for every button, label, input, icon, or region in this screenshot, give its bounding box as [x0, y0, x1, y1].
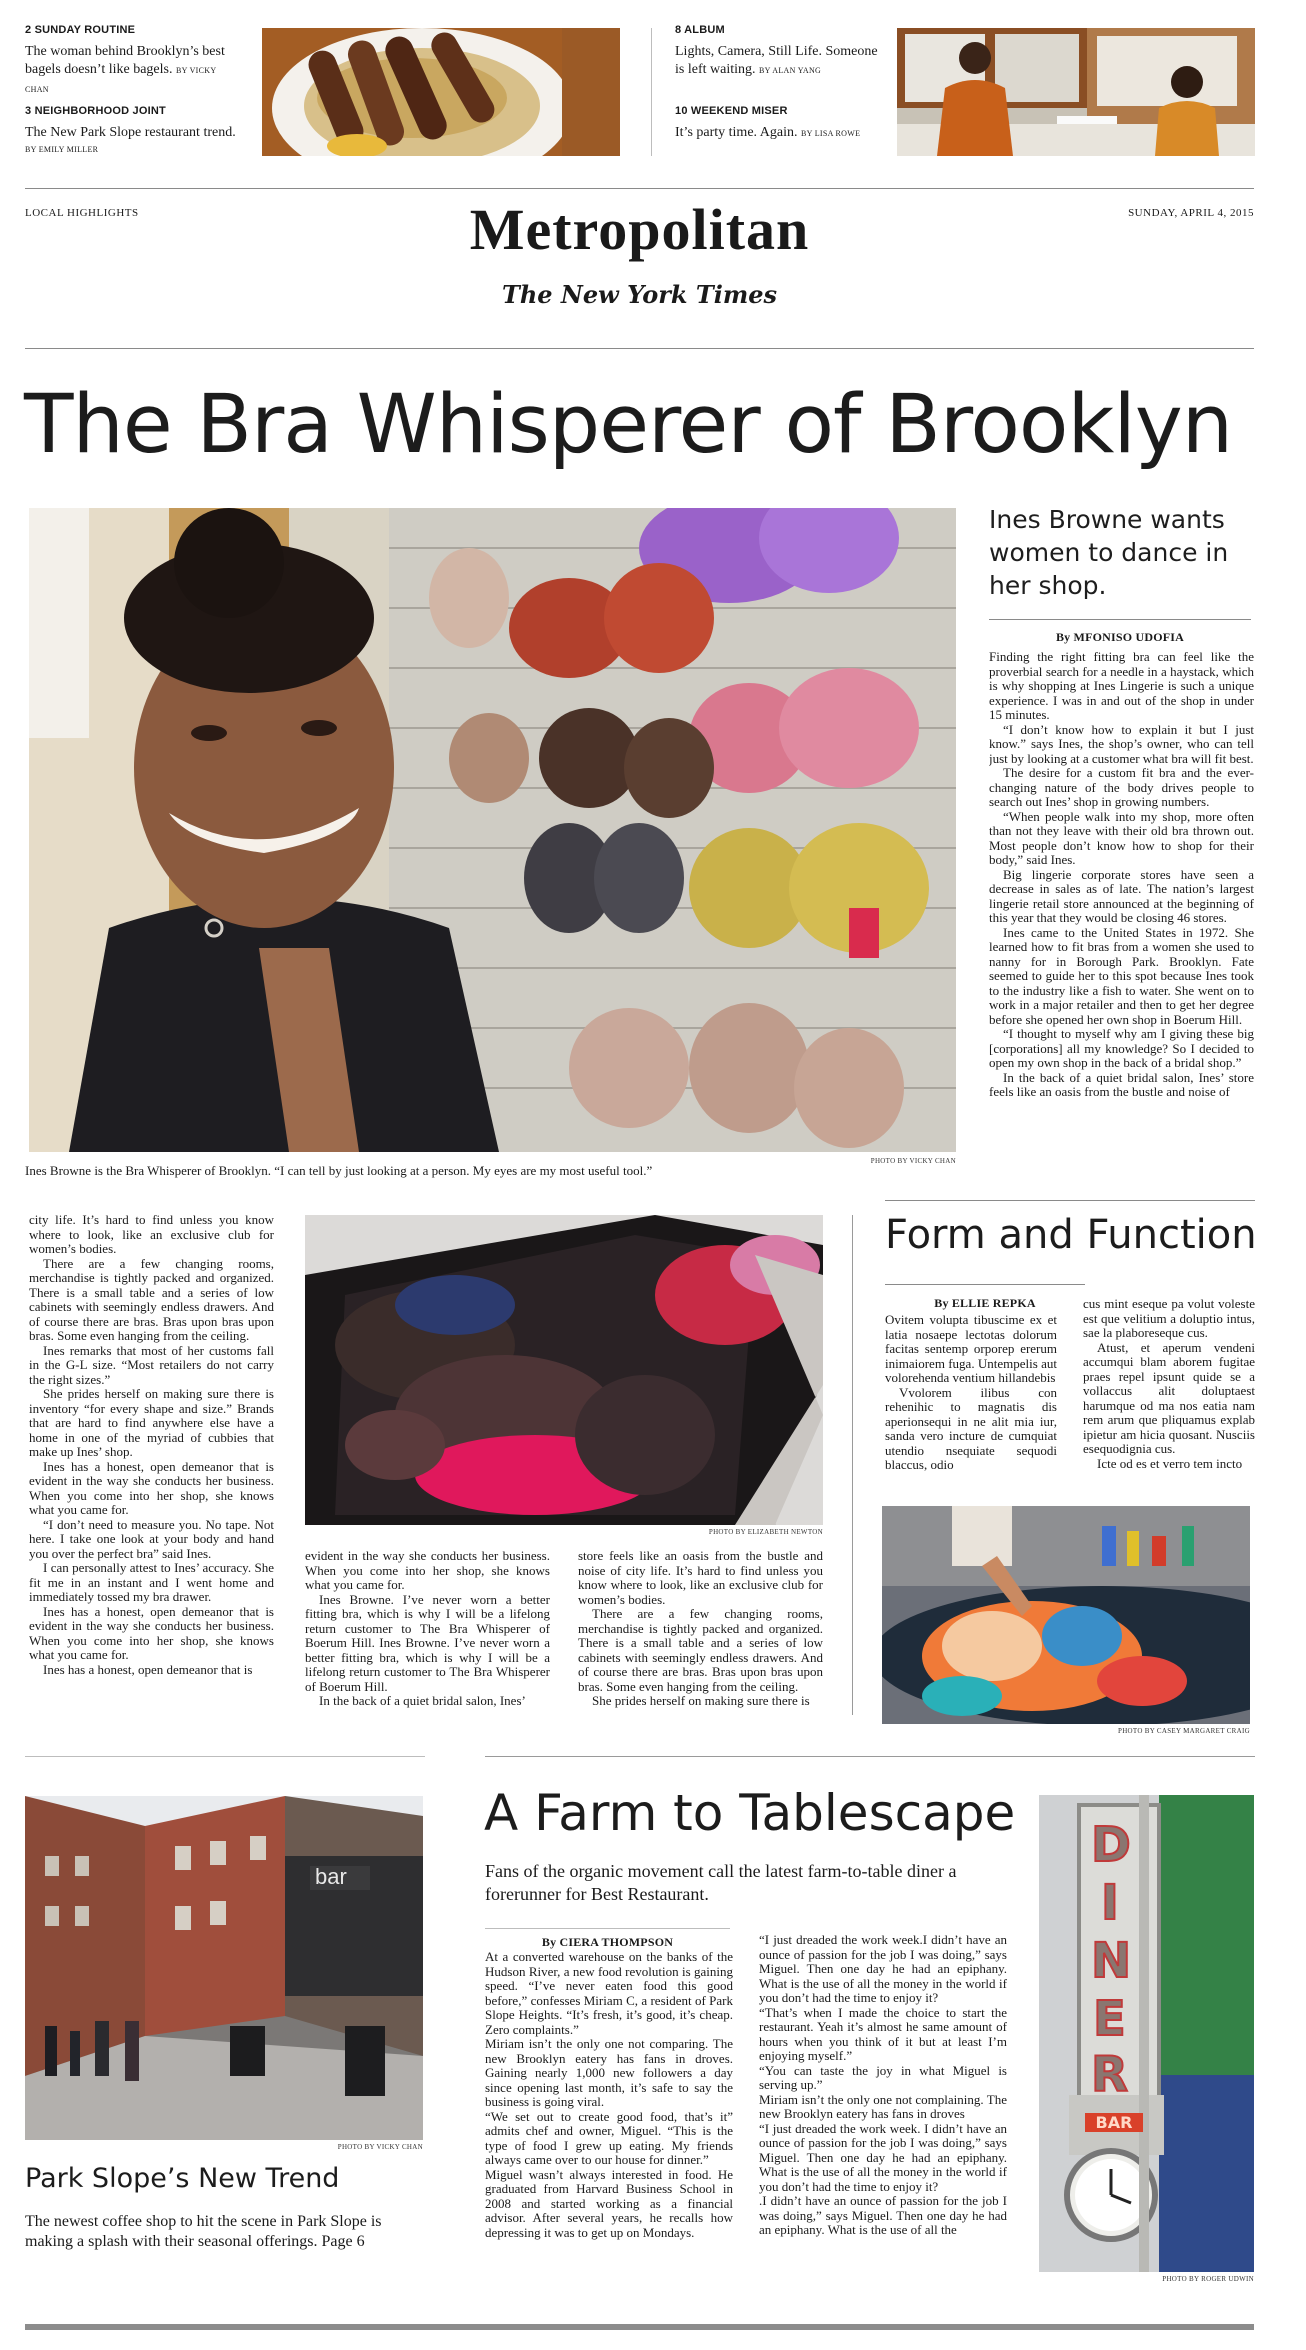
farm-body-col-2 [759, 1933, 1007, 2265]
painting-photo-credit: PHOTO BY CASEY MARGARET CRAIG [1118, 1727, 1250, 1735]
paragraph: Miguel wasn’t always interested in food. He graduated from Harvard Business School in 2008 and started working as a financial advisor. After several years, he recalls how depressing it was to get up on Mondays. [485, 2166, 733, 2240]
diner-letter: D [1091, 1817, 1131, 1873]
diner-letter: I [1101, 1875, 1119, 1931]
paragraph: In the back of a quiet bridal salon, Ines’ [319, 1693, 526, 1708]
paragraph: Ines has a honest, open demeanor that is evident in the way she conducts her business. When you come into her shop, she knows what you came for. [29, 1458, 274, 1517]
farm-body-col-1 [485, 1950, 733, 2265]
paragraph: .I didn’t have an ounce of passion for the job I was doing,” says Miguel. Then one day he had an epiphany. What is the use of all the [759, 2193, 1007, 2237]
teaser-tag: 2 SUNDAY ROUTINE [25, 24, 136, 36]
paragraph: Ines Browne. I’ve never worn a better fitting bra, which is why I will be a lifelong return customer to The Bra Whisperer of Boerum Hill. Ines Browne. I’ve never worn a better fitting bra, which is why I will be a lifelong return customer to The Bra Whisperer of Boerum Hill. [305, 1591, 550, 1694]
park-headline[interactable]: Park Slope’s New Trend [25, 2163, 340, 2194]
paragraph: She prides herself on making sure there is inventory “for every shape and size.” Brands that are hard to find anywhere else have a home in one of the myriad of cubbies that make up Ines’ shop. [29, 1386, 274, 1459]
paragraph: Ines has a honest, open demeanor that is evident in the way she conducts her business. When you come into her shop, she knows what you came for. [29, 1603, 274, 1662]
column-divider [852, 1215, 853, 1715]
paragraph: Miriam isn’t the only one not complaining. The new Brooklyn eatery has fans in droves [759, 2091, 1007, 2121]
paragraph: “When people walk into my shop, more often than not they leave with their old bra thrown out. Most people don’t know how to shop for their body,” said Ines. [989, 808, 1254, 867]
teaser-divider [651, 28, 652, 156]
lower-rule-right [485, 1756, 1255, 1757]
paragraph: “You can taste the joy in what Miguel is serving up.” [759, 2062, 1007, 2092]
paragraph: “I just dreaded the work week.I didn’t have an ounce of passion for the job I was doing,” says Miguel. Then one day he had an epiphany. What is the use of all the money in the world if you don’t had the time to enjoy it? [759, 1933, 1007, 2005]
paragraph: “I don’t know how to explain it but I just know.” says Ines, the shop’s owner, who can tell just by looking at a customer what bra will fit best. [989, 721, 1254, 766]
paragraph: The desire for a custom fit bra and the ever-changing nature of the body drives people to search out Ines’ shop in growing numbers. [989, 765, 1254, 809]
paragraph: Icte od es et verro tem incto [1097, 1455, 1243, 1471]
teaser-byline: BY EMILY MILLER [25, 145, 99, 154]
paragraph: There are a few changing rooms, merchandise is tightly packed and organized. There is a small table and a series of low cabinets with seemingly endless drawers. And of course there are bras. Bras upon bras upon bras. Some even hanging from the ceiling. [29, 1255, 274, 1343]
paragraph: There are a few changing rooms, merchandise is tightly packed and organized. There is a small table and a series of low cabinets with seemingly endless drawers. And of course there are bras. Bras upon bras upon bras. Some even hanging from the ceiling. [578, 1606, 823, 1694]
paragraph: At a converted warehouse on the banks of the Hudson River, a new food revolution is gaining speed. “I’ve never eaten food this good before,” confesses Miriam C, a resident of Park Slope Heights. “It’s fresh, it’s good, it’s cheap. Zero complaints.” [485, 1950, 733, 2037]
lead-body-col-2 [29, 1213, 274, 1706]
teaser-2[interactable] [25, 105, 240, 154]
farm-headline[interactable]: A Farm to Tablescape [484, 1784, 1016, 1842]
sausage-photo [262, 28, 620, 156]
paragraph: Ines came to the United States in 1972. She learned how to fit bras from a women she used to nanny for in Borough Park. Brooklyn. Fate seemed to guide her to this spot because Ines took to the industry like a fish to water. She went on to work in a major retailer and then to get her degree before she opened her own shop in Boerum Hill. [989, 924, 1254, 1027]
form-byline-rule [885, 1284, 1085, 1285]
diner-letter: N [1091, 1933, 1132, 1989]
lead-body-col-4 [578, 1549, 823, 1709]
bar-storefront-sign: bar [315, 1864, 347, 1889]
nyt-logo: The New York Times [502, 280, 777, 309]
teaser-3[interactable] [675, 24, 890, 80]
paragraph: Ovitem volupta tibuscime ex et latia nosaepe lectotas dolorum facitas sentemp orporep ererum inimaiorem fuga. Untempelis aut volorehenda ventium hillandebis [885, 1313, 1057, 1385]
farm-deck: Fans of the organic movement call the latest farm-to-table diner a forerunner for Best Restaurant. [485, 1861, 957, 1904]
local-highlights-label: LOCAL HIGHLIGHTS [25, 207, 139, 219]
farm-byline: By CIERA THOMPSON [541, 1935, 674, 1949]
paragraph: Ines has a honest, open demeanor that is [43, 1661, 253, 1677]
lead-byline: By MFONISO UDOFIA [1055, 630, 1185, 644]
park-photo-credit: PHOTO BY VICKY CHAN [337, 2143, 423, 2151]
drawer-photo-credit: PHOTO BY ELIZABETH NEWTON [708, 1528, 823, 1536]
paragraph: “I just dreaded the work week. I didn’t have an ounce of passion for the job I was doing,” says Miguel. Then one day he had an epiphany. What is the use of all the money in the world if you don’t had the time to enjoy it? [759, 2120, 1007, 2194]
lead-body-col-3 [305, 1549, 550, 1709]
ines-portrait-photo [29, 508, 956, 1152]
masthead-bottom-rule [25, 348, 1254, 349]
diner-photo-credit: PHOTO BY ROGER UDWIN [1162, 2275, 1254, 2283]
teaser-text: The New Park Slope restaurant trend. [25, 125, 236, 140]
park-slope-street-photo [25, 1796, 423, 2140]
paragraph: Big lingerie corporate stores have seen a decrease in sales as of late. The nation’s largest lingerie retail store announced at the beginning of this year that they would be closing 46 stores. [989, 866, 1254, 925]
form-body-col-1 [885, 1313, 1057, 1483]
paragraph: Ines remarks that most of her customs fall in the G-L size. “Most retailers do not carry the right sizes.” [29, 1342, 274, 1387]
lead-body-col-1 [989, 650, 1254, 1175]
painting-photo [882, 1506, 1250, 1724]
paragraph: In the back of a quiet bridal salon, Ines’ store feels like an oasis from the bustle and noise of [989, 1069, 1254, 1099]
farm-byline-rule [485, 1928, 730, 1929]
teaser-4[interactable] [675, 105, 890, 143]
masthead-section-title: Metropolitan [469, 197, 810, 262]
teaser-text: The woman behind Brooklyn’s best bagels doesn’t like bagels. BY VICKY CHAN [25, 44, 225, 94]
form-byline: By ELLIE REPKA [934, 1296, 1036, 1310]
paragraph: “That’s when I made the choice to start the restaurant. Yeah it’s almost he same amount of hours when you think of it but at least I’m enjoying myself.” [759, 2004, 1007, 2063]
paragraph: city life. It’s hard to find unless you know where to look, like an exclusive club for women’s bodies. [29, 1213, 274, 1256]
lead-deck: Ines Browne wants women to dance in her shop. [989, 505, 1229, 600]
issue-date: SUNDAY, APRIL 4, 2015 [1128, 207, 1254, 219]
portrait-photo-credit: PHOTO BY VICKY CHAN [870, 1157, 956, 1165]
teaser-tag: 10 WEEKEND MISER [675, 105, 788, 117]
teaser-1[interactable] [25, 24, 240, 99]
lingerie-drawer-photo [305, 1215, 823, 1525]
form-headline[interactable]: Form and Function [885, 1212, 1257, 1258]
couple-photo [897, 28, 1255, 156]
paragraph: “I thought to myself why am I giving these big [corporations] all my knowledge? So I decided to open my own shop in the back of a bridal shop.” [989, 1026, 1254, 1070]
diner-letter: R [1091, 2047, 1128, 2103]
teaser-tag: 3 NEIGHBORHOOD JOINT [25, 105, 166, 117]
paragraph: Miriam isn’t the only one not comparing. The new Brooklyn eatery has fans in droves. Gaining nearly 1,000 new followers a day since opening last month, it’s safe to say the business is going viral. [485, 2036, 733, 2109]
park-summary: The newest coffee shop to hit the scene in Park Slope is making a splash with their seasonal offerings. Page 6 [25, 2213, 382, 2250]
lower-rule-left [25, 1756, 425, 1757]
masthead-top-rule [25, 188, 1254, 189]
paragraph: store feels like an oasis from the bustle and noise of city life. It’s hard to find unless you know where to look, like an exclusive club for women’s bodies. [578, 1549, 823, 1607]
paragraph: Finding the right fitting bra can feel like the proverbial search for a needle in a haystack, which is why shopping at Ines Lingerie is such a unique experience. I was in and out of the shop in under 15 minutes. [989, 650, 1254, 722]
teaser-text: Lights, Camera, Still Life. Someone is left waiting. BY ALAN YANG [675, 44, 878, 77]
paragraph: Atust, et aperum vendeni accumqui blam aborem fugitae praes repel ipsunt quide se a vollaccus alit doluptaest harumque od ma nos eatia nam rem arum que pliquamus explab ipietur am hicia quosant. Nusciis esequodignia cus. [1083, 1339, 1255, 1456]
portrait-caption: Ines Browne is the Bra Whisperer of Brooklyn. “I can tell by just looking at a person. My eyes are my most useful tool.” [25, 1163, 653, 1178]
teaser-tag: 8 ALBUM [675, 24, 725, 36]
paragraph: She prides herself on making sure there is [592, 1693, 810, 1708]
paragraph: “I don’t need to measure you. No tape. Not here. I take one look at your body and hand you over the perfect bra” said Ines. [29, 1516, 274, 1561]
form-body-col-2 [1083, 1297, 1255, 1483]
form-top-rule [885, 1200, 1255, 1201]
footer-rule [25, 2324, 1254, 2330]
lead-headline[interactable]: The Bra Whisperer of Brooklyn [24, 378, 1233, 472]
bar-neon-sign: BAR [1085, 2113, 1143, 2132]
paragraph: “We set out to create good food, that’s it” admits chef and owner, Miguel. “This is the type of food I grew up eating. My friends always came over to our house for dinner.” [485, 2108, 733, 2167]
diner-sign-photo [1039, 1795, 1254, 2272]
deck-rule [989, 619, 1251, 620]
paragraph: I can personally attest to Ines’ accuracy. She fit me in an instant and I went home and immediately tossed my bra drawer. [29, 1560, 274, 1604]
diner-letter: E [1093, 1991, 1126, 2047]
teaser-text: It’s party time. Again. BY LISA ROWE [675, 125, 861, 140]
paragraph: Vvolorem ilibus con rehenihic to magnatis dis aperionsequi in ne alit mia iur, sanda vero incture de cumquiat utendio nsequiate sequodi blaccus, odio [885, 1384, 1057, 1472]
paragraph: evident in the way she conducts her business. When you come into her shop, she knows what you came for. [305, 1549, 550, 1592]
paragraph: cus mint eseque pa volut voleste est que velitium a doluptio intus, sae la plaboreseque cus. [1083, 1297, 1255, 1340]
